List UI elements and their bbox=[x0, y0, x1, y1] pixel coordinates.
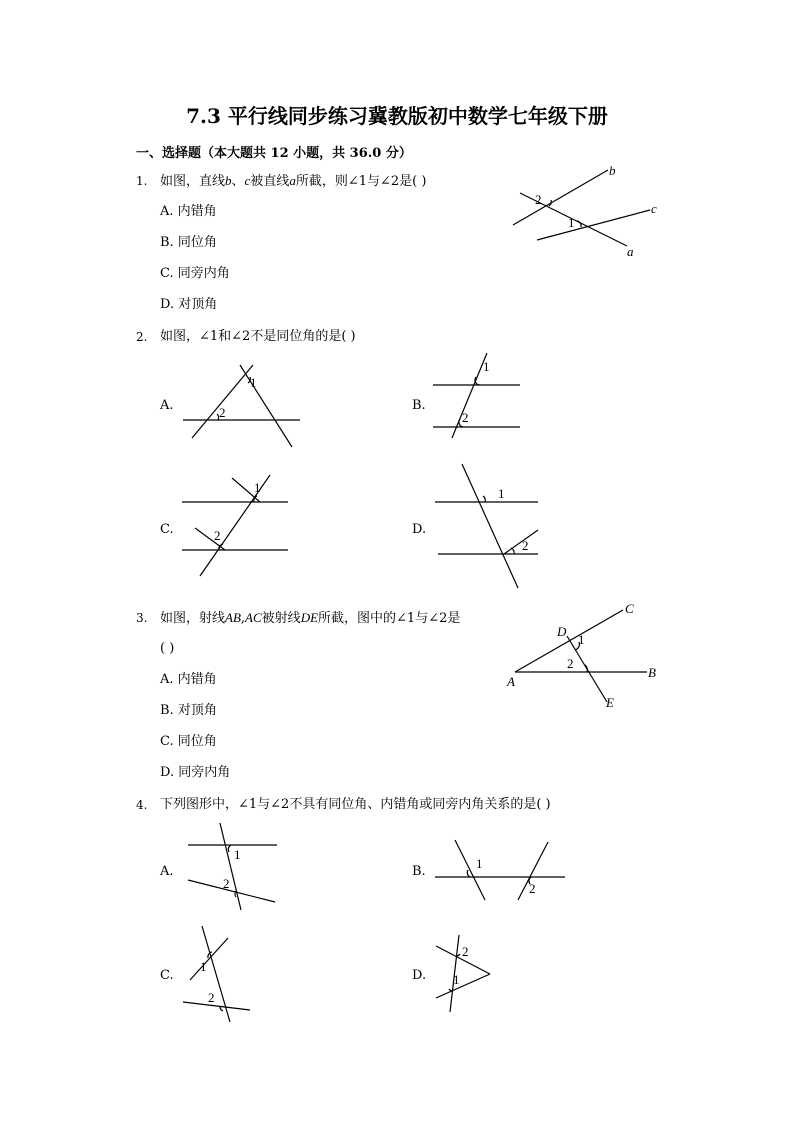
q3-figure bbox=[505, 598, 670, 713]
q4-figure-c[interactable] bbox=[180, 924, 255, 1024]
section-heading: 一、选择题（本大题共 12 小题，共 36.0 分） bbox=[136, 146, 412, 161]
option-b[interactable]: B. 对顶角 bbox=[160, 703, 217, 718]
question-number: 3. bbox=[136, 611, 148, 625]
angle-1-label: 1 bbox=[578, 632, 585, 647]
angle-1-label: 1 bbox=[200, 959, 207, 974]
angle-2-label: 2 bbox=[522, 538, 529, 553]
option-c[interactable]: C. 同位角 bbox=[160, 734, 217, 749]
option-a[interactable]: A. bbox=[160, 398, 174, 413]
option-c[interactable]: C. bbox=[160, 968, 174, 983]
q4-figure-b[interactable] bbox=[430, 836, 570, 906]
question-stem: 如图，∠1和∠2不是同位角的是( ) bbox=[160, 329, 356, 344]
angle-1-label: 1 bbox=[483, 359, 490, 374]
option-b[interactable]: B. bbox=[412, 864, 426, 879]
option-a[interactable]: A. 内错角 bbox=[160, 204, 217, 219]
label-c: c bbox=[651, 201, 657, 216]
option-d[interactable]: D. 对顶角 bbox=[160, 297, 218, 312]
angle-1-label: 1 bbox=[568, 215, 575, 230]
q2-figure-a[interactable] bbox=[180, 360, 305, 450]
angle-2-label: 2 bbox=[567, 656, 574, 671]
option-d[interactable]: D. 同旁内角 bbox=[160, 765, 231, 780]
angle-2-label: 2 bbox=[219, 405, 226, 420]
label-A: A bbox=[507, 674, 515, 689]
label-B: B bbox=[648, 665, 656, 680]
q2-figure-b[interactable] bbox=[430, 350, 525, 440]
angle-1-label: 1 bbox=[498, 486, 505, 501]
angle-1-label: 1 bbox=[453, 972, 460, 987]
angle-2-label: 2 bbox=[462, 944, 469, 959]
label-C: C bbox=[625, 601, 634, 616]
angle-2-label: 2 bbox=[529, 881, 536, 896]
option-c[interactable]: C. bbox=[160, 522, 174, 537]
question-number: 4. bbox=[136, 798, 148, 812]
angle-1-label: 1 bbox=[254, 480, 261, 495]
angle-2-label: 2 bbox=[223, 876, 230, 891]
option-d[interactable]: D. bbox=[412, 968, 427, 983]
question-number: 1. bbox=[136, 174, 148, 188]
label-b: b bbox=[609, 163, 616, 178]
question-stem: 下列图形中，∠1与∠2不具有同位角、内错角或同旁内角关系的是( ) bbox=[160, 797, 551, 812]
label-D: D bbox=[557, 624, 567, 639]
angle-2-label: 2 bbox=[214, 528, 221, 543]
question-number: 2. bbox=[136, 330, 148, 344]
angle-1-label: 1 bbox=[476, 856, 483, 871]
page-title: 7.3 平行线同步练习冀教版初中数学七年级下册 bbox=[186, 104, 608, 128]
angle-2-label: 2 bbox=[462, 410, 469, 425]
angle-1-label: 1 bbox=[234, 847, 241, 862]
label-a: a bbox=[627, 244, 634, 259]
angle-2-label: 2 bbox=[208, 990, 215, 1005]
label-E: E bbox=[606, 695, 614, 710]
q2-figure-c[interactable] bbox=[180, 472, 292, 580]
q4-figure-d[interactable] bbox=[432, 932, 500, 1014]
option-a[interactable]: A. 内错角 bbox=[160, 672, 217, 687]
option-b[interactable]: B. bbox=[412, 398, 426, 413]
q1-figure bbox=[505, 160, 675, 265]
answer-paren: ( ) bbox=[160, 641, 175, 656]
option-a[interactable]: A. bbox=[160, 864, 174, 879]
question-stem: 如图，直线b、c被直线a所截，则∠1与∠2是( ) bbox=[160, 173, 427, 189]
option-c[interactable]: C. 同旁内角 bbox=[160, 266, 230, 281]
q2-figure-d[interactable] bbox=[432, 460, 544, 592]
angle-2-label: 2 bbox=[535, 192, 542, 207]
option-b[interactable]: B. 同位角 bbox=[160, 235, 217, 250]
angle-1-label: 1 bbox=[250, 375, 257, 390]
option-d[interactable]: D. bbox=[412, 522, 427, 537]
q4-figure-a[interactable] bbox=[180, 820, 280, 912]
question-stem: 如图，射线AB,AC被射线DE所截，图中的∠1与∠2是 bbox=[160, 610, 461, 626]
